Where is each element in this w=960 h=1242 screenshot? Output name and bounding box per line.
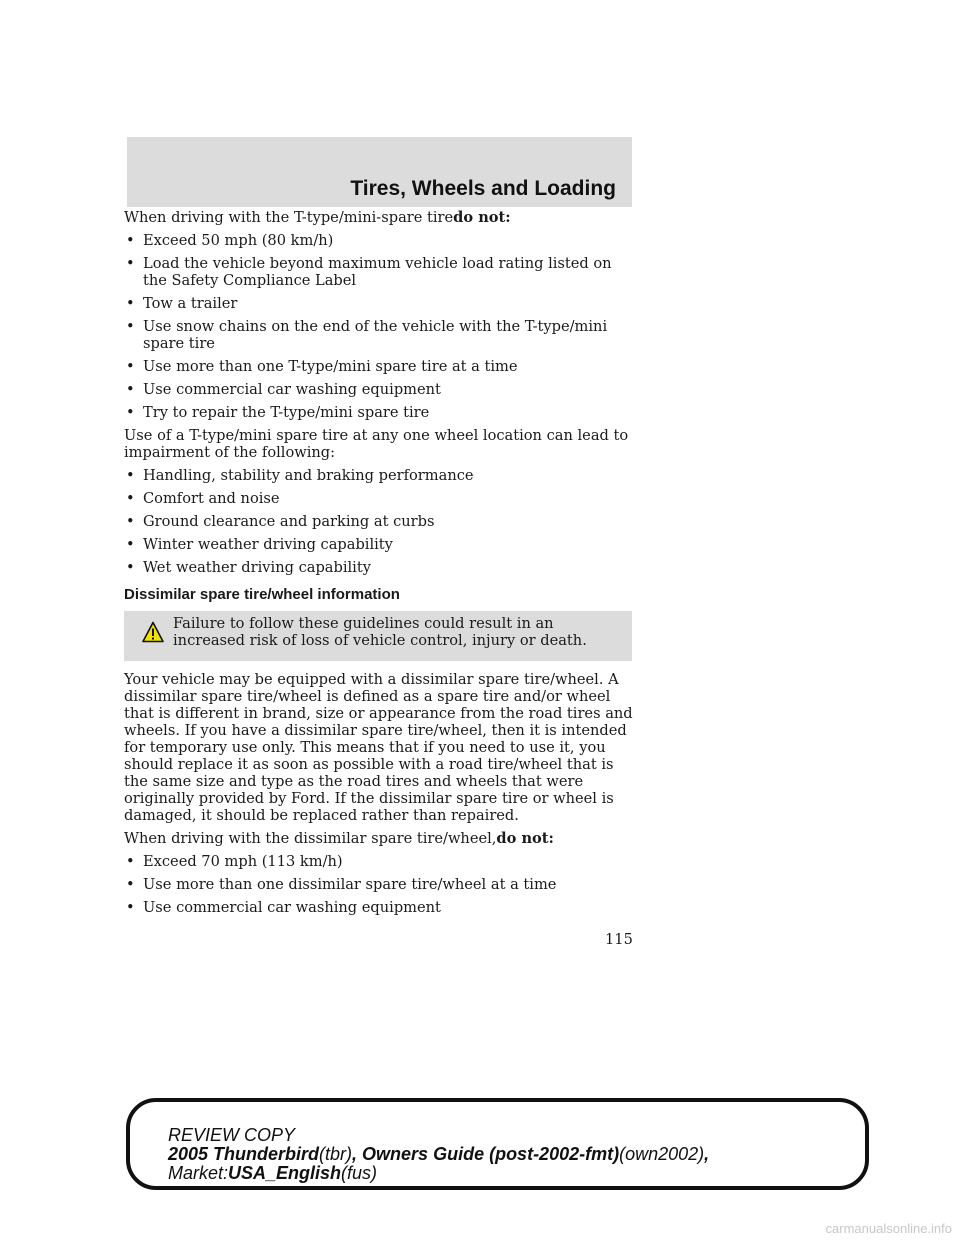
list-item: • Use commercial car washing equipment bbox=[126, 381, 441, 398]
bullet-icon: • bbox=[126, 876, 135, 893]
bullet-icon: • bbox=[126, 853, 135, 870]
intro-paragraph: When driving with the T-type/mini-spare tiredo not: bbox=[124, 209, 511, 226]
list-item: • Try to repair the T-type/mini spare tire bbox=[126, 404, 430, 421]
page-content bbox=[124, 209, 634, 922]
section-heading: Dissimilar spare tire/wheel information bbox=[124, 586, 400, 603]
list-item: • Comfort and noise bbox=[126, 490, 280, 507]
emphasis: do not: bbox=[496, 830, 554, 847]
header-band bbox=[127, 137, 632, 207]
review-line-2: 2005 Thunderbird(tbr), Owners Guide (post-2002-fmt)(own2002), bbox=[168, 1144, 710, 1164]
bullet-icon: • bbox=[126, 232, 135, 249]
list-item: • Use commercial car washing equipment bbox=[126, 899, 441, 916]
bullet-icon: • bbox=[126, 467, 135, 484]
list-item: • Use snow chains on the end of the vehicle with the T-type/mini spare tire bbox=[126, 318, 608, 352]
bullet-icon: • bbox=[126, 255, 135, 272]
bullet-icon: • bbox=[126, 381, 135, 398]
list-item: • Use more than one dissimilar spare tire/wheel at a time bbox=[126, 876, 557, 893]
section-title: Tires, Wheels and Loading bbox=[350, 177, 616, 200]
emphasis: do not: bbox=[453, 209, 511, 226]
dissimilar-intro: When driving with the dissimilar spare tire/wheel,do not: bbox=[124, 830, 554, 847]
list-item: • Exceed 70 mph (113 km/h) bbox=[126, 853, 343, 870]
bullet-icon: • bbox=[126, 358, 135, 375]
page-number: 115 bbox=[605, 931, 633, 948]
review-copy-text bbox=[168, 1126, 709, 1183]
watermark: carmanualsonline.info bbox=[825, 1221, 952, 1236]
list-item: • Wet weather driving capability bbox=[126, 559, 371, 576]
list-item: • Use more than one T-type/mini spare tire at a time bbox=[126, 358, 518, 375]
list-item: • Winter weather driving capability bbox=[126, 536, 393, 553]
review-line-3: Market:USA_English(fus) bbox=[168, 1163, 378, 1183]
warning-box bbox=[124, 611, 632, 661]
warning-text: Failure to follow these guidelines could result in an increased risk of loss of vehicle control, injury or death. bbox=[173, 615, 587, 649]
list-item: • Exceed 50 mph (80 km/h) bbox=[126, 232, 334, 249]
list-item: • Load the vehicle beyond maximum vehicle load rating listed on the Safety Compliance Label bbox=[126, 255, 612, 289]
impairment-paragraph: Use of a T-type/mini spare tire at any one wheel location can lead to impairment of the following: bbox=[124, 427, 629, 461]
bullet-icon: • bbox=[126, 559, 135, 576]
bullet-icon: • bbox=[126, 899, 135, 916]
review-line-1: REVIEW COPY bbox=[168, 1125, 296, 1145]
warning-icon bbox=[142, 621, 164, 643]
bullet-icon: • bbox=[126, 295, 135, 312]
bullet-icon: • bbox=[126, 513, 135, 530]
list-item: • Tow a trailer bbox=[126, 295, 238, 312]
bullet-icon: • bbox=[126, 404, 135, 421]
list-item: • Ground clearance and parking at curbs bbox=[126, 513, 435, 530]
review-copy-box bbox=[126, 1098, 869, 1190]
bullet-icon: • bbox=[126, 490, 135, 507]
dissimilar-paragraph: Your vehicle may be equipped with a dissimilar spare tire/wheel. A dissimilar spare tire/wheel is defined as a spare tire and/or wheel that is different in brand, size or appearance from the road tires and wheels. If you have a dissimilar spare tire/wheel, then it is intended for temporary use only. This means that if you need to use it, you should replace it as soon as possible with a road tire/wheel that is the same size and type as the road tires and wheels that were originally provided by Ford. If the dissimilar spare tire or wheel is damaged, it should be replaced rather than repaired. bbox=[124, 671, 633, 824]
list-item: • Handling, stability and braking performance bbox=[126, 467, 474, 484]
bullet-icon: • bbox=[126, 536, 135, 553]
bullet-icon: • bbox=[126, 318, 135, 335]
